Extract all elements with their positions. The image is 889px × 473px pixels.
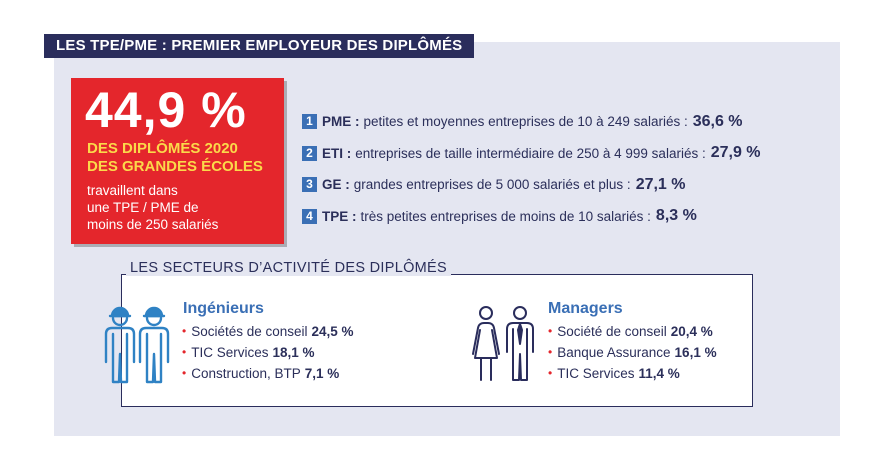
ranking-value: 27,9 % [710,144,761,162]
company-size-ranking [302,106,761,232]
ranking-desc: grandes entreprises de 5 000 salariés et plus : [353,177,631,193]
page-title: LES TPE/PME : PREMIER EMPLOYEUR DES DIPLÔMÉS [44,34,474,58]
list-item: • Banque Assurance 16,1 % [548,342,717,363]
sectors-title: LES SECTEURS D’ACTIVITÉ DES DIPLÔMÉS [126,260,451,276]
ranking-item [302,106,761,138]
list-item: • Société de conseil 20,4 % [548,321,717,342]
highlight-subtitle: DES DIPLÔMÉS 2020 DES GRANDES ÉCOLES [87,140,263,175]
list-item: • TIC Services 18,1 % [182,342,354,363]
rank-badge: 4 [302,209,317,224]
ranking-desc: petites et moyennes entreprises de 10 à 249 salariés : [363,114,688,130]
rank-badge: 3 [302,177,317,192]
bullet-icon: • [182,324,187,338]
engineers-list [182,321,354,384]
bullet-icon: • [548,366,553,380]
ranking-desc: très petites entreprises de moins de 10 salariés : [360,208,651,224]
ranking-abbr: GE : [322,177,350,193]
highlight-box [71,78,284,244]
ranking-value: 8,3 % [655,207,697,225]
list-item: • Sociétés de conseil 24,5 % [182,321,354,342]
ranking-abbr: TPE : [322,208,357,224]
managers-title: Managers [548,300,623,317]
ranking-abbr: ETI : [322,145,352,161]
ranking-abbr: PME : [322,114,360,130]
managers-icon [470,304,538,384]
ranking-desc: entreprises de taille intermédiaire de 250 à 4 999 salariés : [355,145,706,161]
rank-badge: 1 [302,114,317,129]
bullet-icon: • [548,345,553,359]
list-item: • TIC Services 11,4 % [548,363,717,384]
bullet-icon: • [182,345,187,359]
list-item: • Construction, BTP 7,1 % [182,363,354,384]
rank-badge: 2 [302,146,317,161]
ranking-value: 27,1 % [635,175,686,193]
engineers-icon [102,300,174,384]
ranking-item [302,138,761,170]
highlight-text: travaillent dans une TPE / PME de moins de 250 salariés [87,183,219,232]
highlight-percent: 44,9 % [85,82,247,138]
engineers-title: Ingénieurs [183,300,264,317]
ranking-item [302,201,761,233]
bullet-icon: • [548,324,553,338]
ranking-item [302,169,761,201]
ranking-value: 36,6 % [692,112,743,130]
bullet-icon: • [182,366,187,380]
managers-list [548,321,717,384]
